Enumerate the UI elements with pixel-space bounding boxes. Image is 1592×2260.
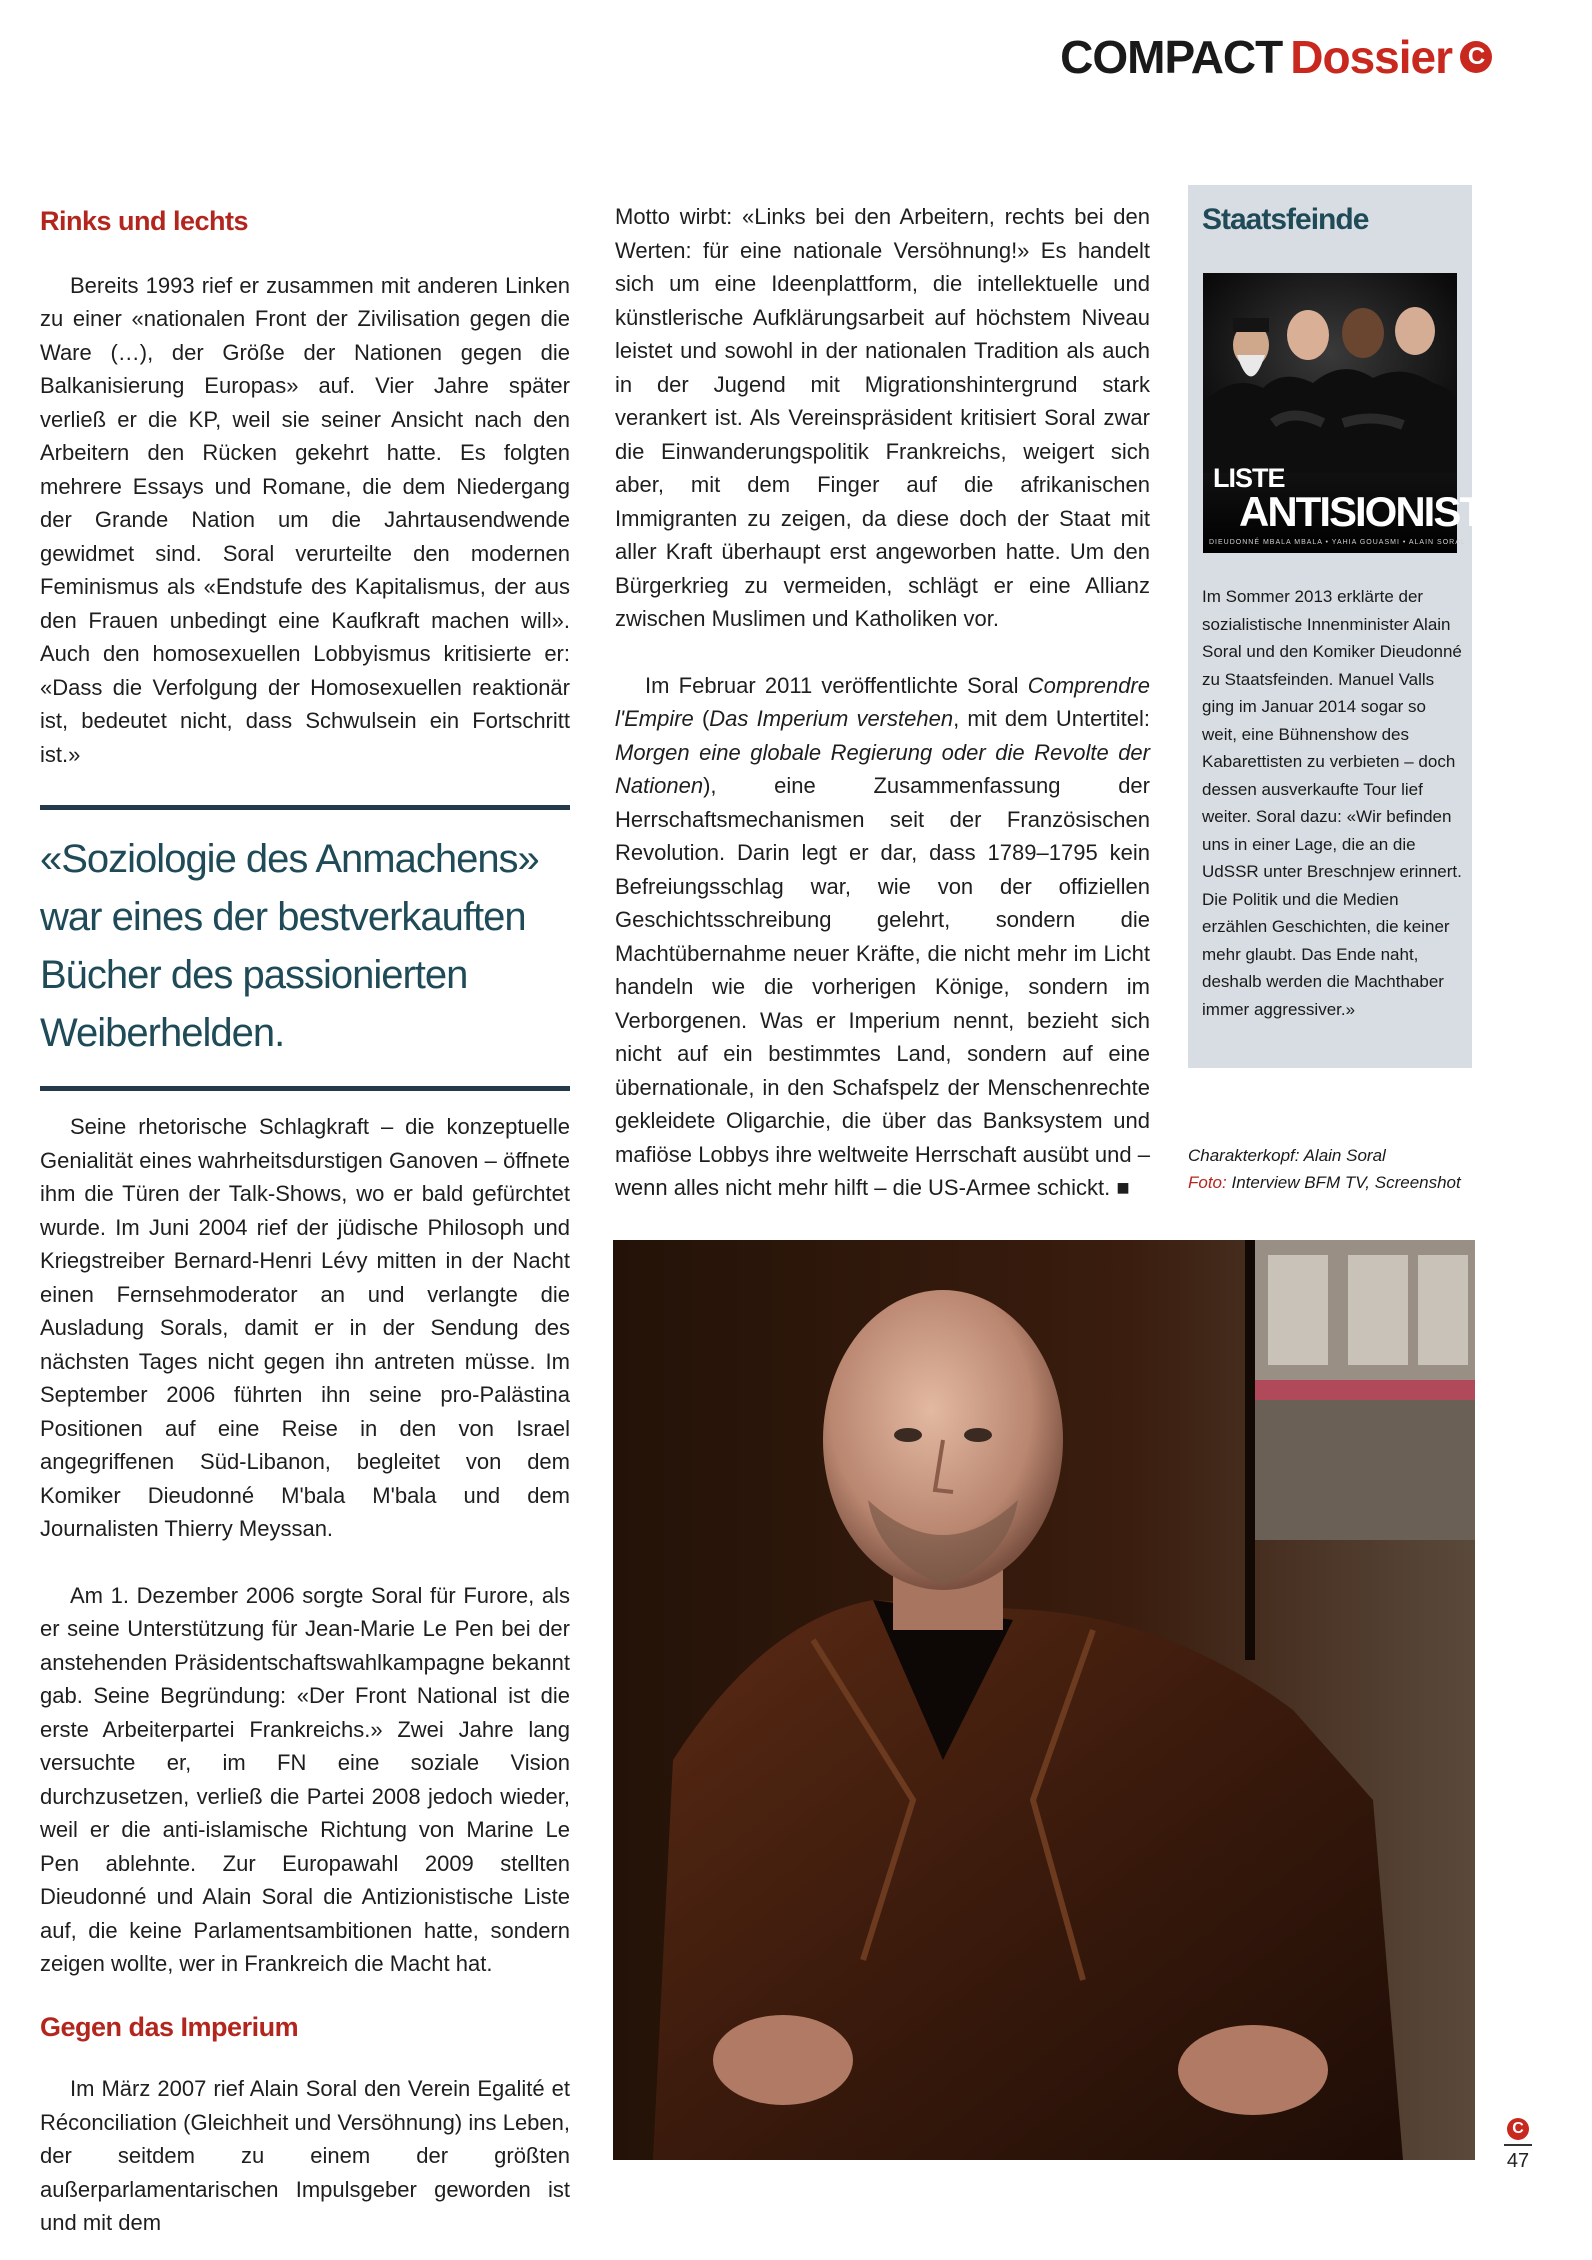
middle-paragraph-1: Motto wirbt: «Links bei den Arbeitern, rechts bei den Werten: für eine nationale Versöhnung!» Es handelt sich um eine Ideenplattform, die intellektuelle und künstlerische Aufklärungsarbeit auf höchstem Niveau leistet und sowohl in der nationalen Tradition als auch in der Jugend mit Migrationshintergrund stark verankert ist. Als Vereinspräsident kritisiert Soral zwar die Einwanderungspolitik Frankreichs, weigert sich aber, mit dem Finger auf die afrikanischen Immigranten zu zeigen, da diese doch der Staat mit aller Kraft überhaupt erst angeworben hatte. Um den Bürgerkrieg zu vermeiden, schlägt er eine Allianz zwischen Muslimen und Katholiken vor. <box>615 204 1150 631</box>
mid-p2-c: ( <box>693 706 710 731</box>
mid-p2-e: , mit dem Untertitel: <box>953 706 1150 731</box>
poster-figures-illustration <box>1203 273 1457 473</box>
brand-dossier: Dossier <box>1290 31 1452 83</box>
left-paragraph-1: Bereits 1993 rief er zusammen mit anderen Linken zu einer «nationalen Front der Zivilisation gegen die Ware (…), der Größe der Nationen gegen die Balkanisierung Europas» auf. Vier Jahre später verließ er die KP, weil sie seiner Ansicht nach den Arbeitern den Rücken gekehrt hatte. Es folgten mehrere Essays und Romane, die dem Niedergang der Grande Nation um die Jahrtausendwende gewidmet sind. Soral verurteilte den modernen Feminismus als «Endstufe des Kapitalismus, der aus den Frauen unbedingt eine Kaufkraft machen will». Auch den homosexuellen Lobbyismus kritisierte er: «Dass die Verfolgung der Homosexuellen reaktionär ist, bedeutet nicht, dass Schwulsein ein Fortschritt ist.» <box>40 272 570 767</box>
liste-antisioniste-poster <box>1203 273 1510 553</box>
page-marker-divider <box>1504 2144 1532 2146</box>
left-paragraph-3: Am 1. Dezember 2006 sorgte Soral für Furore, als er seine Unterstützung für Jean-Marie Le Pen bei der anstehenden Präsidentschaftswahlkampagne bekannt gab. Seine Begründung: «Der Front National ist die erste Arbeiterpartei Frankreichs.» Zwei Jahre lang versuchte er, im FN eine soziale Vision durchzusetzen, verließ die Partei 2008 jedoch wieder, weil er die anti-islamische Richtung von Marine Le Pen ablehnte. Zur Europawahl 2009 stellten Dieudonné und Alain Soral die Antizionistische Liste auf, die keine Parlamentsambitionen hatte, sondern zeigen wollte, wer in Frankreich die Macht hat. <box>40 1582 570 1976</box>
caption-line-1: Charakterkopf: Alain Soral <box>1188 1146 1386 1165</box>
end-mark-icon: ■ <box>1116 1175 1130 1200</box>
subhead-rinks-und-lechts: Rinks und lechts <box>40 206 249 236</box>
page-number: 47 <box>1506 2150 1530 2172</box>
poster-title-liste: LISTE <box>1213 463 1285 493</box>
left-paragraph-4: Im März 2007 rief Alain Soral den Verein Egalité et Réconciliation (Gleichheit und Versöhnung) ins Leben, der seitdem zu einem der größten außerparlamentarischen Impulsgeber geworden ist und mit dem <box>40 2076 570 2235</box>
book-title-german: Das Imperium verstehen <box>709 706 954 731</box>
poster-names: DIEUDONNÉ MBALA MBALA • YAHIA GOUASMI • ALAIN SORAL <box>1209 539 1466 546</box>
mid-p2-a: Im Februar 2011 veröffentlichte Soral <box>645 672 1028 698</box>
left-paragraph-2: Seine rhetorische Schlagkraft – die konzeptuelle Genialität eines wahrheitsdurstigen Ganoven – öffnete ihm die Türen der Talk-Shows, wo er bald gefürchtet wurde. Im Juni 2004 rief der jüdische Philosoph und Kriegstreiber Bernard-Henri Lévy mitten in der Nacht einen Fernsehmoderator an und verlangte die Ausladung Sorals, damit er in der Sendung des nächsten Tages nicht gegen ihn antreten müsse. Im September 2006 führten ihn seine pro-Palästina Positionen auf eine Reise in den von Israel angegriffenen Süd-Libanon, begleitet von dem Komiker Dieudonné M'bala M'bala und dem Journalisten Thierry Meyssan. <box>40 1114 570 1541</box>
poster-title-antisioniste: ANTISIONISTE <box>1239 488 1510 535</box>
book-subtitle: Morgen eine globale Regierung oder die Revolte der Nationen <box>615 739 1150 798</box>
sidebar-title: Staatsfeinde <box>1202 203 1369 236</box>
portrait-photo <box>613 1240 1475 2160</box>
caption-line-2 <box>1188 1169 1518 1196</box>
masthead <box>1060 30 1492 84</box>
pull-quote <box>40 805 570 1091</box>
pull-quote-text: «Soziologie des Anmachens» war eines der bestverkauften Bücher des passionierten Weiberhelden. <box>40 837 539 1055</box>
left-column-top <box>40 205 570 771</box>
sidebar-staatsfeinde <box>1188 185 1510 1068</box>
page-logo-icon: C <box>1507 2118 1529 2140</box>
brand-compact: COMPACT <box>1060 31 1283 83</box>
caption-foto-source: Interview BFM TV, Screenshot <box>1226 1173 1461 1192</box>
pull-quote-rule-bottom <box>40 1086 570 1091</box>
photo-caption <box>1188 1142 1518 1196</box>
page-marker <box>1504 2118 1532 2173</box>
compact-logo-icon: C <box>1460 41 1492 73</box>
caption-foto-label: Foto: <box>1188 1173 1227 1192</box>
book-title-comprendre: Comprendre l'Empire <box>615 672 1150 731</box>
middle-column <box>615 200 1150 1205</box>
left-column-bottom <box>40 1110 570 2240</box>
sidebar-body: Im Sommer 2013 erklärte der sozialistische Innenminister Alain Soral und den Komiker Dieudonné zu Staatsfeinden. Manuel Valls ging im Januar 2014 sogar so weit, eine Bühnenshow des Kabarettisten zu verbieten – doch dessen ausverkaufte Tour lief weiter. Soral dazu: «Wir befinden uns in einer Lage, die an die UdSSR unter Breschnjew erinnert. Die Politik und die Medien erzählen Geschichten, die keiner mehr glaubt. Das Ende naht, deshalb werden die Machthaber immer aggressiver.» <box>1202 587 1462 1019</box>
mid-p2-g: ), eine Zusammenfassung der Herrschaftsmechanismen seit der Französischen Revolution. Darin legt er dar, dass 1789–1795 kein Befreiungsschlag war, wie von der offiziellen Geschichtsschreibung gelehrt, sondern die Machtübernahme neuer Kräfte, die nicht mehr im Licht handeln wie die vorherigen Könige, sondern im Verborgenen. Was er Imperium nennt, bezieht sich nicht auf ein bestimmtes Land, sondern auf eine übernationale, in den Schafspelz der Menschenrechte gekleidete Oligarchie, die über das Banksystem und mafiöse Lobbys ihre weltweite Herrschaft ausübt und – wenn alles nicht mehr hilft – die US-Armee schickt. <box>615 773 1150 1200</box>
subhead-gegen-das-imperium: Gegen das Imperium <box>40 2011 299 2042</box>
portrait-illustration <box>613 1240 1475 2160</box>
middle-paragraph-2 <box>615 669 1150 1205</box>
